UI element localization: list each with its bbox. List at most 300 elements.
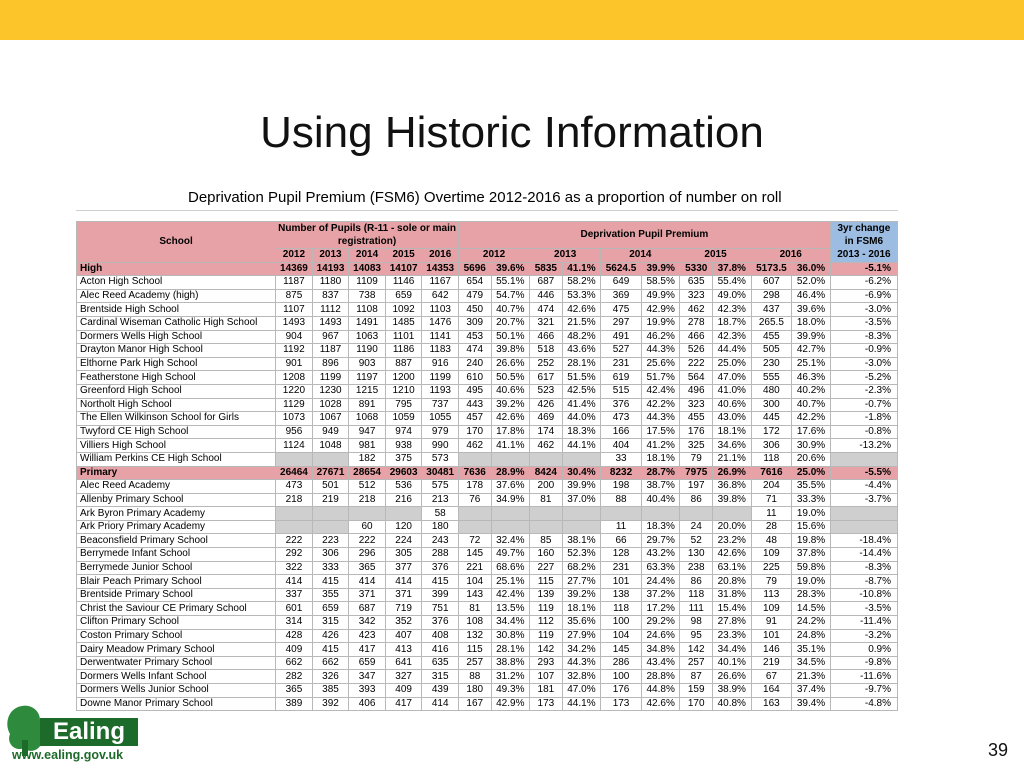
- value-cell: 216: [385, 493, 422, 507]
- table-row: [77, 643, 898, 657]
- value-cell: 42.2%: [641, 398, 680, 412]
- table-body: [77, 262, 898, 711]
- value-cell: 297: [601, 316, 642, 330]
- table-row: [77, 344, 898, 358]
- value-cell: 1067: [312, 412, 349, 426]
- value-cell: 42.7%: [792, 344, 831, 358]
- value-cell: 44.4%: [712, 344, 751, 358]
- value-cell: 39.8%: [712, 493, 751, 507]
- value-cell: [491, 520, 530, 534]
- value-cell: 44.0%: [562, 412, 601, 426]
- value-cell: 88: [459, 670, 492, 684]
- value-cell: [312, 452, 349, 466]
- value-cell: 426: [312, 629, 349, 643]
- value-cell: 455: [751, 330, 792, 344]
- value-cell: 39.9%: [641, 262, 680, 276]
- value-cell: 118: [751, 452, 792, 466]
- school-name-cell: The Ellen Wilkinson School for Girls: [77, 412, 276, 426]
- spreadsheet-image: [76, 186, 898, 718]
- value-cell: 41.1%: [562, 262, 601, 276]
- value-cell: [641, 507, 680, 521]
- value-cell: 34.5%: [792, 656, 831, 670]
- value-cell: 28.8%: [641, 670, 680, 684]
- school-name-cell: Greenford High School: [77, 384, 276, 398]
- value-cell: 182: [349, 452, 386, 466]
- value-cell: 67: [751, 670, 792, 684]
- value-cell: 28: [751, 520, 792, 534]
- value-cell: 555: [751, 371, 792, 385]
- change-cell: [830, 520, 897, 534]
- value-cell: 409: [276, 643, 313, 657]
- value-cell: 38.1%: [562, 534, 601, 548]
- value-cell: 891: [349, 398, 386, 412]
- value-cell: 15.6%: [792, 520, 831, 534]
- value-cell: 13.5%: [491, 602, 530, 616]
- value-cell: 37.2%: [641, 588, 680, 602]
- value-cell: 38.8%: [491, 656, 530, 670]
- value-cell: 21.3%: [792, 670, 831, 684]
- value-cell: 439: [422, 684, 459, 698]
- value-cell: 59.8%: [792, 561, 831, 575]
- value-cell: 86: [680, 575, 713, 589]
- value-cell: 101: [601, 575, 642, 589]
- value-cell: 607: [751, 276, 792, 290]
- value-cell: 100: [601, 616, 642, 630]
- school-name-cell: Drayton Manor High School: [77, 344, 276, 358]
- value-cell: 527: [601, 344, 642, 358]
- table-row: [77, 656, 898, 670]
- value-cell: 342: [349, 616, 386, 630]
- value-cell: 409: [385, 684, 422, 698]
- value-cell: 68.6%: [491, 561, 530, 575]
- school-name-cell: Dormers Wells High School: [77, 330, 276, 344]
- change-cell: -13.2%: [830, 439, 897, 453]
- value-cell: 292: [276, 548, 313, 562]
- value-cell: 19.0%: [792, 575, 831, 589]
- value-cell: 40.4%: [641, 493, 680, 507]
- value-cell: 18.1%: [641, 452, 680, 466]
- value-cell: 39.2%: [562, 588, 601, 602]
- value-cell: 445: [751, 412, 792, 426]
- value-cell: 376: [422, 561, 459, 575]
- value-cell: 1092: [385, 303, 422, 317]
- value-cell: 662: [276, 656, 313, 670]
- table-row: [77, 670, 898, 684]
- value-cell: 20.7%: [491, 316, 530, 330]
- table-row: [77, 616, 898, 630]
- value-cell: 662: [312, 656, 349, 670]
- value-cell: 34.9%: [491, 493, 530, 507]
- value-cell: 257: [459, 656, 492, 670]
- value-cell: 20.8%: [712, 575, 751, 589]
- value-cell: 42.4%: [641, 384, 680, 398]
- value-cell: 5835: [530, 262, 563, 276]
- school-name-cell: Cardinal Wiseman Catholic High School: [77, 316, 276, 330]
- school-name-cell: Coston Primary School: [77, 629, 276, 643]
- change-cell: -5.2%: [830, 371, 897, 385]
- table-row: [77, 303, 898, 317]
- change-cell: -8.7%: [830, 575, 897, 589]
- value-cell: 7975: [680, 466, 713, 480]
- value-cell: 1491: [349, 316, 386, 330]
- value-cell: 159: [680, 684, 713, 698]
- value-cell: 204: [751, 480, 792, 494]
- value-cell: 1215: [349, 384, 386, 398]
- value-cell: 1059: [385, 412, 422, 426]
- school-name-cell: Clifton Primary School: [77, 616, 276, 630]
- value-cell: 222: [276, 534, 313, 548]
- value-cell: 58.5%: [641, 276, 680, 290]
- value-cell: 36.8%: [712, 480, 751, 494]
- value-cell: 352: [385, 616, 422, 630]
- value-cell: 1210: [385, 384, 422, 398]
- value-cell: [680, 507, 713, 521]
- value-cell: 101: [751, 629, 792, 643]
- table-row: [77, 480, 898, 494]
- value-cell: 1068: [349, 412, 386, 426]
- value-cell: [562, 507, 601, 521]
- value-cell: 423: [349, 629, 386, 643]
- value-cell: 1187: [312, 344, 349, 358]
- school-name-cell: Downe Manor Primary School: [77, 697, 276, 711]
- value-cell: 37.4%: [792, 684, 831, 698]
- value-cell: 52: [680, 534, 713, 548]
- school-name-cell: High: [77, 262, 276, 276]
- value-cell: 111: [680, 602, 713, 616]
- fsm6-table: [76, 221, 898, 711]
- value-cell: 71: [751, 493, 792, 507]
- value-cell: 39.4%: [792, 697, 831, 711]
- value-cell: 63.3%: [641, 561, 680, 575]
- value-cell: 837: [312, 289, 349, 303]
- value-cell: 20.6%: [792, 452, 831, 466]
- value-cell: 428: [276, 629, 313, 643]
- value-cell: 40.1%: [712, 656, 751, 670]
- school-name-cell: Twyford CE High School: [77, 425, 276, 439]
- value-cell: 1193: [422, 384, 459, 398]
- value-cell: 41.1%: [491, 439, 530, 453]
- value-cell: 79: [680, 452, 713, 466]
- value-cell: 230: [751, 357, 792, 371]
- value-cell: 14083: [349, 262, 386, 276]
- value-cell: 176: [601, 684, 642, 698]
- value-cell: 41.2%: [641, 439, 680, 453]
- school-name-cell: Beaconsfield Primary School: [77, 534, 276, 548]
- value-cell: 27.9%: [562, 629, 601, 643]
- value-cell: 132: [459, 629, 492, 643]
- value-cell: 322: [276, 561, 313, 575]
- value-cell: 300: [751, 398, 792, 412]
- value-cell: 44.3%: [641, 344, 680, 358]
- value-cell: 505: [751, 344, 792, 358]
- school-name-cell: Brentside Primary School: [77, 588, 276, 602]
- value-cell: 1028: [312, 398, 349, 412]
- value-cell: 480: [751, 384, 792, 398]
- value-cell: 163: [751, 697, 792, 711]
- premium-year-header: 2015: [680, 249, 751, 263]
- value-cell: 30.4%: [562, 466, 601, 480]
- value-cell: 35.5%: [792, 480, 831, 494]
- value-cell: 219: [751, 656, 792, 670]
- value-cell: 112: [530, 616, 563, 630]
- value-cell: 1108: [349, 303, 386, 317]
- value-cell: 173: [530, 697, 563, 711]
- table-row: [77, 425, 898, 439]
- value-cell: 296: [349, 548, 386, 562]
- value-cell: 197: [680, 480, 713, 494]
- value-cell: 44.3%: [641, 412, 680, 426]
- value-cell: 719: [385, 602, 422, 616]
- change-cell: -9.8%: [830, 656, 897, 670]
- value-cell: 474: [459, 344, 492, 358]
- value-cell: 18.3%: [641, 520, 680, 534]
- slide-title: Using Historic Information: [260, 108, 764, 157]
- value-cell: 40.8%: [712, 697, 751, 711]
- value-cell: 27671: [312, 466, 349, 480]
- value-cell: 28.1%: [562, 357, 601, 371]
- school-name-cell: Alec Reed Academy: [77, 480, 276, 494]
- value-cell: 25.1%: [491, 575, 530, 589]
- value-cell: 1220: [276, 384, 313, 398]
- value-cell: 40.7%: [491, 303, 530, 317]
- value-cell: [459, 507, 492, 521]
- value-cell: 20.0%: [712, 520, 751, 534]
- school-name-cell: Brentside High School: [77, 303, 276, 317]
- value-cell: 30.8%: [491, 629, 530, 643]
- value-cell: 47.0%: [712, 371, 751, 385]
- value-cell: [491, 452, 530, 466]
- change-cell: -18.4%: [830, 534, 897, 548]
- value-cell: 17.2%: [641, 602, 680, 616]
- value-cell: 257: [680, 656, 713, 670]
- value-cell: 1200: [385, 371, 422, 385]
- value-cell: 34.4%: [712, 643, 751, 657]
- value-cell: 904: [276, 330, 313, 344]
- value-cell: 49.7%: [491, 548, 530, 562]
- value-cell: 42.2%: [792, 412, 831, 426]
- value-cell: 104: [601, 629, 642, 643]
- value-cell: 27.8%: [712, 616, 751, 630]
- value-cell: 164: [751, 684, 792, 698]
- value-cell: [276, 507, 313, 521]
- value-cell: 44.8%: [641, 684, 680, 698]
- value-cell: 34.8%: [641, 643, 680, 657]
- value-cell: 50.1%: [491, 330, 530, 344]
- value-cell: [530, 452, 563, 466]
- school-name-cell: Alec Reed Academy (high): [77, 289, 276, 303]
- value-cell: [530, 507, 563, 521]
- value-cell: 466: [530, 330, 563, 344]
- value-cell: 979: [422, 425, 459, 439]
- ealing-wordmark: Ealing: [40, 718, 138, 746]
- value-cell: 466: [680, 330, 713, 344]
- table-row: [77, 316, 898, 330]
- value-cell: 58: [422, 507, 459, 521]
- value-cell: 1192: [276, 344, 313, 358]
- value-cell: 298: [751, 289, 792, 303]
- value-cell: 28.7%: [641, 466, 680, 480]
- value-cell: 8424: [530, 466, 563, 480]
- value-cell: 49.9%: [641, 289, 680, 303]
- value-cell: 887: [385, 357, 422, 371]
- value-cell: 518: [530, 344, 563, 358]
- value-cell: 417: [349, 643, 386, 657]
- value-cell: 95: [680, 629, 713, 643]
- value-cell: 91: [751, 616, 792, 630]
- value-cell: 113: [751, 588, 792, 602]
- value-cell: 326: [312, 670, 349, 684]
- header-pupils: Number of Pupils (R-11 - sole or main registration): [276, 222, 459, 249]
- value-cell: 371: [349, 588, 386, 602]
- value-cell: 200: [530, 480, 563, 494]
- value-cell: 875: [276, 289, 313, 303]
- value-cell: 1199: [312, 371, 349, 385]
- value-cell: 17.6%: [792, 425, 831, 439]
- value-cell: 130: [680, 548, 713, 562]
- school-name-cell: Elthorne Park High School: [77, 357, 276, 371]
- change-cell: -3.0%: [830, 357, 897, 371]
- value-cell: 426: [530, 398, 563, 412]
- school-name-cell: Christ the Saviour CE Primary School: [77, 602, 276, 616]
- value-cell: 87: [680, 670, 713, 684]
- value-cell: 903: [349, 357, 386, 371]
- value-cell: 479: [459, 289, 492, 303]
- value-cell: 751: [422, 602, 459, 616]
- value-cell: 5696: [459, 262, 492, 276]
- value-cell: 35.1%: [792, 643, 831, 657]
- value-cell: 145: [459, 548, 492, 562]
- value-cell: 33: [601, 452, 642, 466]
- table-row: [77, 452, 898, 466]
- value-cell: 286: [601, 656, 642, 670]
- value-cell: 58.2%: [562, 276, 601, 290]
- value-cell: 221: [459, 561, 492, 575]
- value-cell: 29603: [385, 466, 422, 480]
- change-cell: -4.4%: [830, 480, 897, 494]
- value-cell: 108: [459, 616, 492, 630]
- value-cell: 98: [680, 616, 713, 630]
- value-cell: 5330: [680, 262, 713, 276]
- value-cell: 100: [601, 670, 642, 684]
- value-cell: 635: [680, 276, 713, 290]
- value-cell: 18.7%: [712, 316, 751, 330]
- value-cell: 5624.5: [601, 262, 642, 276]
- value-cell: 564: [680, 371, 713, 385]
- school-name-cell: Berrymede Junior School: [77, 561, 276, 575]
- value-cell: 896: [312, 357, 349, 371]
- value-cell: 32.4%: [491, 534, 530, 548]
- change-cell: -1.8%: [830, 412, 897, 426]
- change-cell: -6.9%: [830, 289, 897, 303]
- value-cell: [459, 520, 492, 534]
- value-cell: 53.3%: [562, 289, 601, 303]
- value-cell: 24.8%: [792, 629, 831, 643]
- table-row: [77, 357, 898, 371]
- value-cell: 414: [276, 575, 313, 589]
- value-cell: 34.6%: [712, 439, 751, 453]
- value-cell: 138: [601, 588, 642, 602]
- value-cell: 916: [422, 357, 459, 371]
- change-cell: -10.8%: [830, 588, 897, 602]
- value-cell: 901: [276, 357, 313, 371]
- table-row: [77, 412, 898, 426]
- value-cell: 5173.5: [751, 262, 792, 276]
- value-cell: 414: [385, 575, 422, 589]
- value-cell: 457: [459, 412, 492, 426]
- value-cell: 176: [680, 425, 713, 439]
- value-cell: 198: [601, 480, 642, 494]
- value-cell: 223: [312, 534, 349, 548]
- value-cell: 415: [422, 575, 459, 589]
- value-cell: 938: [385, 439, 422, 453]
- value-cell: 321: [530, 316, 563, 330]
- school-name-cell: Villiers High School: [77, 439, 276, 453]
- value-cell: 24: [680, 520, 713, 534]
- value-cell: 46.4%: [792, 289, 831, 303]
- value-cell: [712, 507, 751, 521]
- value-cell: 392: [312, 697, 349, 711]
- value-cell: [312, 507, 349, 521]
- value-cell: 37.6%: [491, 480, 530, 494]
- value-cell: 24.2%: [792, 616, 831, 630]
- value-cell: 231: [601, 357, 642, 371]
- value-cell: 115: [459, 643, 492, 657]
- value-cell: 18.3%: [562, 425, 601, 439]
- value-cell: 35.6%: [562, 616, 601, 630]
- value-cell: 415: [312, 575, 349, 589]
- value-cell: 44.3%: [562, 656, 601, 670]
- value-cell: 1063: [349, 330, 386, 344]
- school-name-cell: Allenby Primary School: [77, 493, 276, 507]
- value-cell: 314: [276, 616, 313, 630]
- value-cell: 446: [530, 289, 563, 303]
- school-name-cell: Berrymede Infant School: [77, 548, 276, 562]
- value-cell: 399: [422, 588, 459, 602]
- value-cell: 40.7%: [792, 398, 831, 412]
- value-cell: 981: [349, 439, 386, 453]
- table-row: [77, 561, 898, 575]
- value-cell: 66: [601, 534, 642, 548]
- value-cell: 393: [349, 684, 386, 698]
- value-cell: 974: [385, 425, 422, 439]
- value-cell: 413: [385, 643, 422, 657]
- value-cell: 462: [530, 439, 563, 453]
- value-cell: [459, 452, 492, 466]
- table-row: [77, 289, 898, 303]
- value-cell: 142: [680, 643, 713, 657]
- value-cell: 18.1%: [562, 602, 601, 616]
- school-name-cell: Dairy Meadow Primary School: [77, 643, 276, 657]
- value-cell: 282: [276, 670, 313, 684]
- value-cell: 15.4%: [712, 602, 751, 616]
- value-cell: 180: [422, 520, 459, 534]
- value-cell: 240: [459, 357, 492, 371]
- value-cell: 39.2%: [491, 398, 530, 412]
- table-row: [77, 602, 898, 616]
- value-cell: 575: [422, 480, 459, 494]
- ealing-url[interactable]: www.ealing.gov.uk: [12, 748, 124, 762]
- value-cell: 1476: [422, 316, 459, 330]
- value-cell: 174: [530, 425, 563, 439]
- school-name-cell: Blair Peach Primary School: [77, 575, 276, 589]
- value-cell: 119: [530, 629, 563, 643]
- value-cell: 1230: [312, 384, 349, 398]
- school-name-cell: Ark Priory Primary Academy: [77, 520, 276, 534]
- value-cell: 1199: [422, 371, 459, 385]
- table-row: [77, 684, 898, 698]
- value-cell: 408: [422, 629, 459, 643]
- value-cell: 1493: [312, 316, 349, 330]
